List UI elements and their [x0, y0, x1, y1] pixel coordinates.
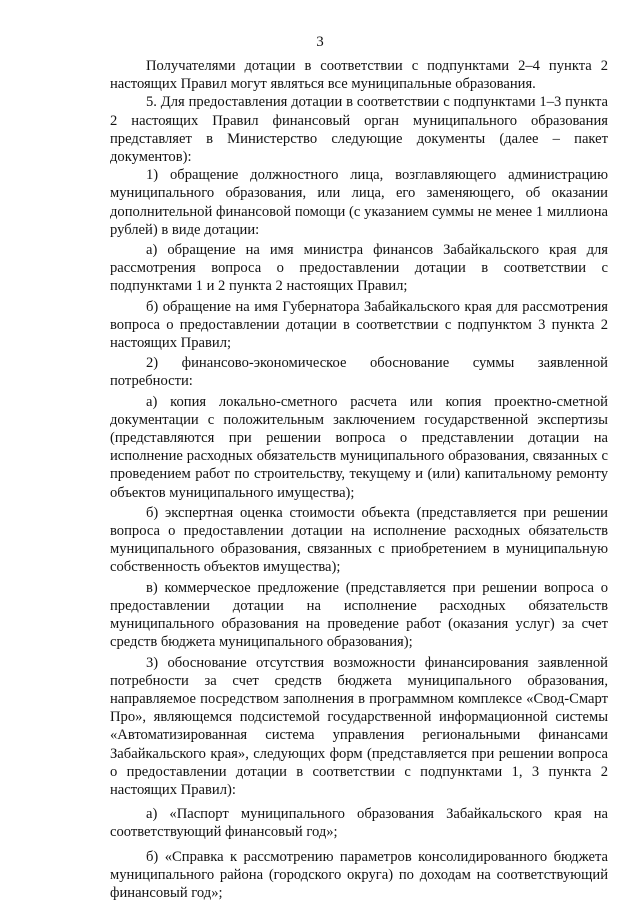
paragraph-subitem-2: 2) финансово-экономическое обоснование суммы заявленной потребности:	[110, 355, 608, 390]
paragraph-subitem-2b: б) экспертная оценка стоимости объекта (представляется при решении вопроса о предоставлении дотации на исполнение расходных обязательств муниципального образования, связанных с приобретением в муниципальную собственность объектов имущества);	[110, 504, 608, 576]
paragraph-subitem-1b: б) обращение на имя Губернатора Забайкальского края для рассмотрения вопроса о предоставлении дотации в соответствии с подпунктом 3 пункта 2 настоящих Правил;	[110, 298, 608, 352]
paragraph-subitem-3: 3) обоснование отсутствия возможности финансирования заявленной потребности за счет средств бюджета муниципального образования, направляемое посредством заполнения в программном комплексе «Свод-Смарт Про», являющемся подсистемой государственной информационной системы «Автоматизированная система управления региональными финансами Забайкальского края», следующих форм (представляется при решении вопроса о предоставлении дотации в соответствии с подпунктами 1, 3 пункта 2 настоящих Правил):	[110, 654, 608, 798]
paragraph-subitem-2v: в) коммерческое предложение (представляется при решении вопроса о предоставлении дотации на исполнение расходных обязательств муниципального образования на проведение работ (оказания услуг) за счет средств бюджета муниципального образования);	[110, 579, 608, 651]
paragraph-subitem-1a: а) обращение на имя министра финансов Забайкальского края для рассмотрения вопроса о предоставлении дотации в соответствии с подпунктами 1 и 2 пункта 2 настоящих Правил;	[110, 242, 608, 295]
paragraph-subitem-1: 1) обращение должностного лица, возглавляющего администрацию муниципального образования, или лица, его заменяющего, об оказании дополнительной финансовой помощи (с указанием суммы не менее 1 миллиона рублей) в виде дотации:	[110, 167, 608, 238]
document-body	[110, 57, 608, 904]
paragraph-item-5: 5. Для предоставления дотации в соответствии с подпунктами 1–3 пункта 2 настоящих Правил финансовый орган муниципального образования представляет в Министерство следующие документы (далее – пакет документов):	[110, 94, 608, 166]
paragraph-subitem-2a: а) копия локально-сметного расчета или копия проектно-сметной документации с положительным заключением государственной экспертизы (представляются при решении вопроса о представлении дотации на исполнение расходных обязательств муниципального образования, связанных с проведением работ по строительству, текущему и (или) капитальному ремонту объектов муниципального имущества);	[110, 393, 608, 501]
page-number: 3	[316, 34, 324, 50]
paragraph-subitem-3a: а) «Паспорт муниципального образования Забайкальского края на соответствующий финансовый год»;	[110, 806, 608, 841]
paragraph-recipients: Получателями дотации в соответствии с подпунктами 2–4 пункта 2 настоящих Правил могут являться все муниципальные образования.	[110, 58, 608, 93]
paragraph-subitem-3b: б) «Справка к рассмотрению параметров консолидированного бюджета муниципального района (городского округа) по доходам на соответствующий финансовый год»;	[110, 848, 608, 901]
